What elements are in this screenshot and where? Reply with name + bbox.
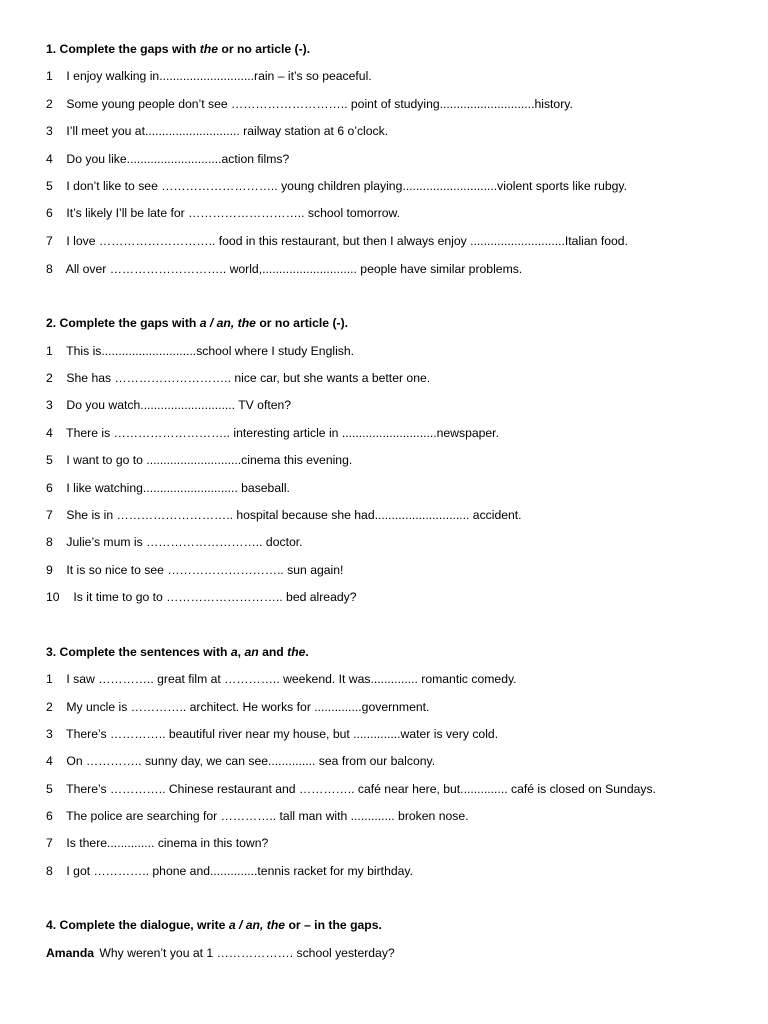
list-item: 4 On ………….. sunny day, we can see.............. sea from our balcony. bbox=[46, 754, 436, 768]
list-item: 8 I got ………….. phone and..............tennis racket for my birthday. bbox=[46, 864, 413, 878]
speaker-name: Amanda bbox=[46, 946, 95, 960]
list-item: 7 She is in ……………………….. hospital because she had............................ accident. bbox=[46, 508, 522, 522]
list-item: 8 Julie’s mum is ……………………….. doctor. bbox=[46, 535, 303, 549]
list-item: 9 It is so nice to see ……………………….. sun again! bbox=[46, 563, 344, 577]
list-item: 2 She has ……………………….. nice car, but she wants a better one. bbox=[46, 371, 431, 385]
list-item: 6 The police are searching for ………….. tall man with ............. broken nose. bbox=[46, 809, 469, 823]
list-item: 5 There’s ………….. Chinese restaurant and ………….. café near here, but.............. café is closed on Sundays. bbox=[46, 782, 656, 796]
list-item: 1 This is............................school where I study English. bbox=[46, 344, 355, 358]
list-item: 2 Some young people don’t see ……………………….. point of studying............................history. bbox=[46, 97, 573, 111]
list-item: 1 I saw ………….. great film at ………….. weekend. It was.............. romantic comedy. bbox=[46, 672, 517, 686]
list-item: 5 I don’t like to see ……………………….. young children playing............................violent sports like rubgy. bbox=[46, 179, 628, 193]
list-item: 5 I want to go to ............................cinema this evening. bbox=[46, 453, 353, 467]
list-item: 2 My uncle is ………….. architect. He works for ..............government. bbox=[46, 700, 430, 714]
list-item: 4 There is ……………………….. interesting article in ............................newspaper. bbox=[46, 426, 499, 440]
section-4-title: 4. Complete the dialogue, write a / an, the or – in the gaps. bbox=[46, 918, 382, 932]
list-item: 10 Is it time to go to ……………………….. bed already? bbox=[46, 590, 357, 604]
list-item: 3 There’s ………….. beautiful river near my house, but ..............water is very cold. bbox=[46, 727, 499, 741]
dialogue-line bbox=[46, 946, 395, 960]
list-item: 7 I love ……………………….. food in this restaurant, but then I always enjoy ............................Italian food. bbox=[46, 234, 628, 248]
dialogue-text: Why weren’t you at 1 ………………. school yesterday? bbox=[99, 946, 395, 960]
list-item: 3 Do you watch............................ TV often? bbox=[46, 398, 292, 412]
list-item: 6 It’s likely I’ll be late for ……………………….. school tomorrow. bbox=[46, 206, 401, 220]
list-item: 8 All over ……………………….. world,............................ people have similar problems. bbox=[46, 262, 523, 276]
list-item: 6 I like watching............................ baseball. bbox=[46, 481, 290, 495]
list-item: 4 Do you like............................action films? bbox=[46, 152, 290, 166]
section-2-title: 2. Complete the gaps with a / an, the or no article (-). bbox=[46, 316, 349, 330]
list-item: 1 I enjoy walking in............................rain – it’s so peaceful. bbox=[46, 69, 372, 83]
list-item: 3 I’ll meet you at............................ railway station at 6 o’clock. bbox=[46, 124, 389, 138]
list-item: 7 Is there.............. cinema in this town? bbox=[46, 836, 269, 850]
section-3-title: 3. Complete the sentences with a, an and the. bbox=[46, 645, 309, 659]
section-1-title: 1. Complete the gaps with the or no article (-). bbox=[46, 42, 311, 56]
